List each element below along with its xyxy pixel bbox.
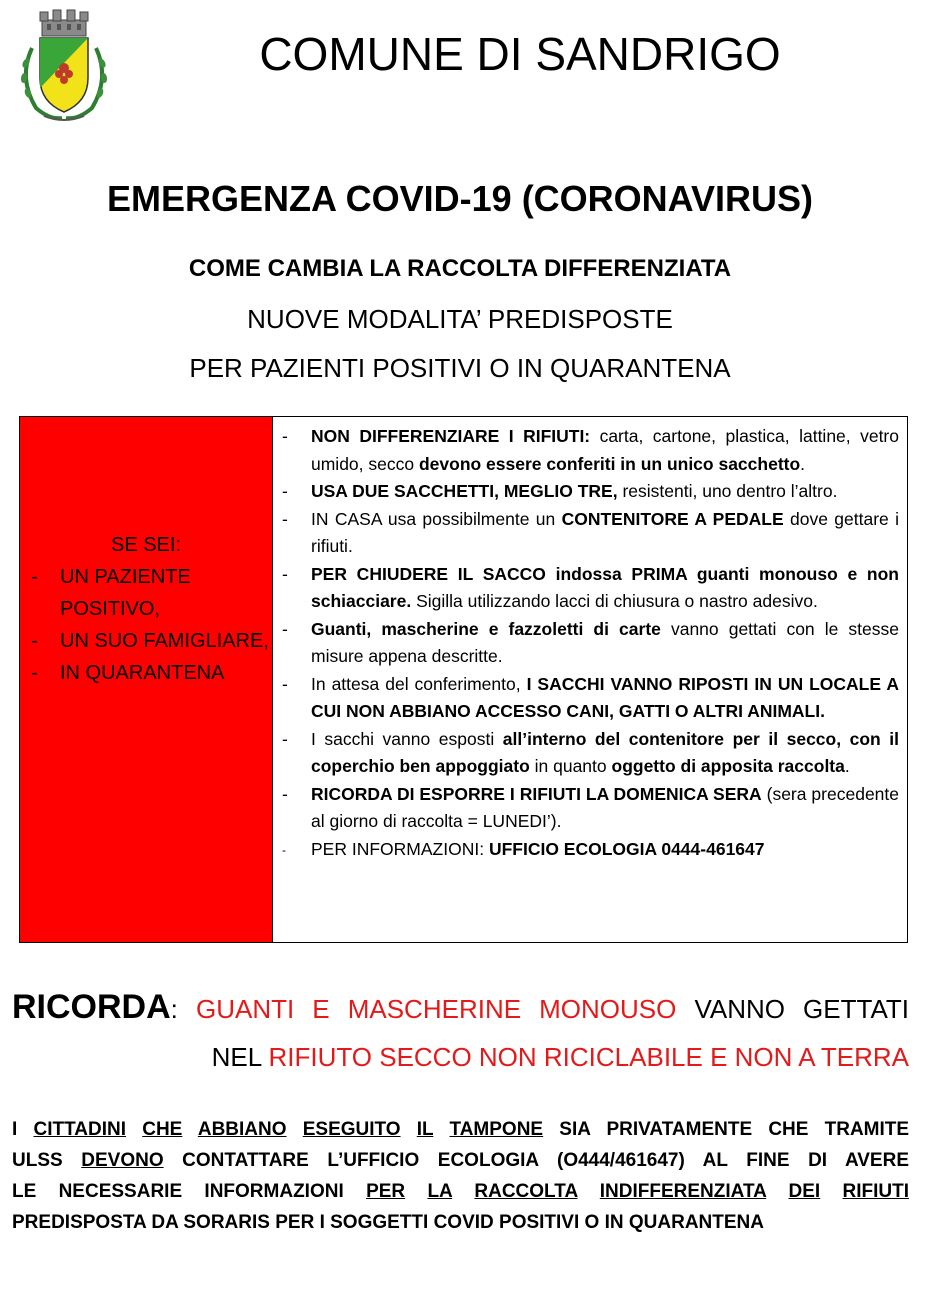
- reminder-line-1: [12, 987, 909, 1029]
- target-audience-cell: [20, 417, 273, 942]
- target-item: - UN PAZIENTE POSITIVO,: [20, 561, 272, 625]
- reminder-black-text-2: NEL: [211, 1042, 262, 1072]
- underlined-word: DEVONO: [81, 1150, 164, 1171]
- rule-item: - IN CASA usa possibilmente un CONTENITORE A PEDALE dove gettare i rifiuti.: [273, 506, 899, 561]
- rule-item: - In attesa del conferimento, I SACCHI VANNO RIPOSTI IN UN LOCALE A CUI NON ABBIANO ACCESSO CANI, GATTI O ALTRI ANIMALI.: [273, 671, 899, 726]
- emergency-title: EMERGENZA COVID-19 (CORONAVIRUS): [106, 178, 814, 219]
- notice-text: [766, 1181, 788, 1202]
- rule-item: - USA DUE SACCHETTI, MEGLIO TRE, resistenti, uno dentro l’altro.: [273, 478, 899, 506]
- notice-text: [126, 1119, 142, 1140]
- notice-text: [401, 1119, 417, 1140]
- instructions-table: [19, 416, 908, 943]
- reminder-red-text: GUANTI E MASCHERINE MONOUSO: [195, 994, 677, 1024]
- underlined-word: PER: [366, 1181, 406, 1202]
- notice-line: [12, 1145, 909, 1176]
- notice-text: LE NECESSARIE INFORMAZIONI: [12, 1181, 367, 1202]
- reminder-line-2: [12, 1037, 909, 1077]
- reminder-black-text: VANNO GETTATI: [694, 994, 909, 1024]
- rule-item-contact: - PER INFORMAZIONI: UFFICIO ECOLOGIA 0444-461647: [273, 836, 899, 864]
- subtitle-line-2: NUOVE MODALITA’ PREDISPOSTE: [247, 304, 673, 334]
- municipality-title: COMUNE DI SANDRIGO: [259, 28, 781, 80]
- target-list: [20, 561, 272, 689]
- notice-text: CONTATTARE L’UFFICIO ECOLOGIA (O444/461647) AL FINE DI AVERE: [163, 1150, 909, 1171]
- reminder-keyword: RICORDA: [12, 988, 171, 1026]
- underlined-word: RACCOLTA: [474, 1181, 578, 1202]
- citizens-notice: [12, 1114, 909, 1238]
- underlined-word: DEI: [788, 1181, 821, 1202]
- notice-text: [433, 1119, 449, 1140]
- notice-text: [452, 1181, 474, 1202]
- target-item: - UN SUO FAMIGLIARE,: [20, 625, 272, 657]
- notice-line: [12, 1114, 909, 1145]
- reminder-block: [12, 987, 909, 1077]
- reminder-red-text-2: RIFIUTO SECCO NON RICICLABILE E NON A TERRA: [268, 1042, 909, 1072]
- rule-item: - Guanti, mascherine e fazzoletti di carte vanno gettati con le stesse misure appena descritte.: [273, 616, 899, 671]
- target-item: - IN QUARANTENA: [20, 657, 272, 689]
- notice-text: [182, 1119, 198, 1140]
- notice-text: PREDISPOSTA DA SORARIS PER I SOGGETTI COVID POSITIVI O IN QUARANTENA: [12, 1212, 764, 1233]
- rule-item: - NON DIFFERENZIARE I RIFIUTI: carta, cartone, plastica, lattine, vetro umido, secco devono essere conferiti in un unico sacchetto.: [273, 423, 899, 478]
- notice-text: ULSS: [12, 1150, 82, 1171]
- underlined-word: IL: [416, 1119, 434, 1140]
- notice-text: [287, 1119, 303, 1140]
- notice-text: I: [12, 1119, 34, 1140]
- underlined-word: TAMPONE: [449, 1119, 544, 1140]
- subtitle-line-1: COME CAMBIA LA RACCOLTA DIFFERENZIATA: [188, 255, 732, 282]
- notice-line: [12, 1207, 909, 1238]
- notice-text: [820, 1181, 842, 1202]
- underlined-word: LA: [427, 1181, 453, 1202]
- rule-item: - RICORDA DI ESPORRE I RIFIUTI LA DOMENICA SERA (sera precedente al giorno di raccolta = LUNEDI’).: [273, 781, 899, 836]
- notice-text: [577, 1181, 599, 1202]
- underlined-word: CITTADINI: [33, 1119, 127, 1140]
- rule-item: - I sacchi vanno esposti all’interno del contenitore per il secco, con il coperchio ben appoggiato in quanto oggetto di apposita raccolta.: [273, 726, 899, 781]
- notice-line: [12, 1176, 909, 1207]
- rules-cell: [273, 417, 907, 942]
- underlined-word: ABBIANO: [197, 1119, 287, 1140]
- underlined-word: CHE: [142, 1119, 183, 1140]
- notice-text: SIA PRIVATAMENTE CHE TRAMITE: [543, 1119, 910, 1140]
- reminder-colon: :: [170, 994, 178, 1024]
- subtitle-line-3: PER PAZIENTI POSITIVI O IN QUARANTENA: [189, 353, 731, 383]
- municipal-crest-logo: [14, 8, 114, 126]
- underlined-word: RIFIUTI: [842, 1181, 910, 1202]
- target-heading: SE SEI:: [110, 534, 182, 556]
- notice-text: [405, 1181, 427, 1202]
- rules-list: [273, 423, 899, 863]
- underlined-word: ESEGUITO: [302, 1119, 401, 1140]
- underlined-word: INDIFFERENZIATA: [599, 1181, 767, 1202]
- rule-item: - PER CHIUDERE IL SACCO indossa PRIMA guanti monouso e non schiacciare. Sigilla utilizzando lacci di chiusura o nastro adesivo.: [273, 561, 899, 616]
